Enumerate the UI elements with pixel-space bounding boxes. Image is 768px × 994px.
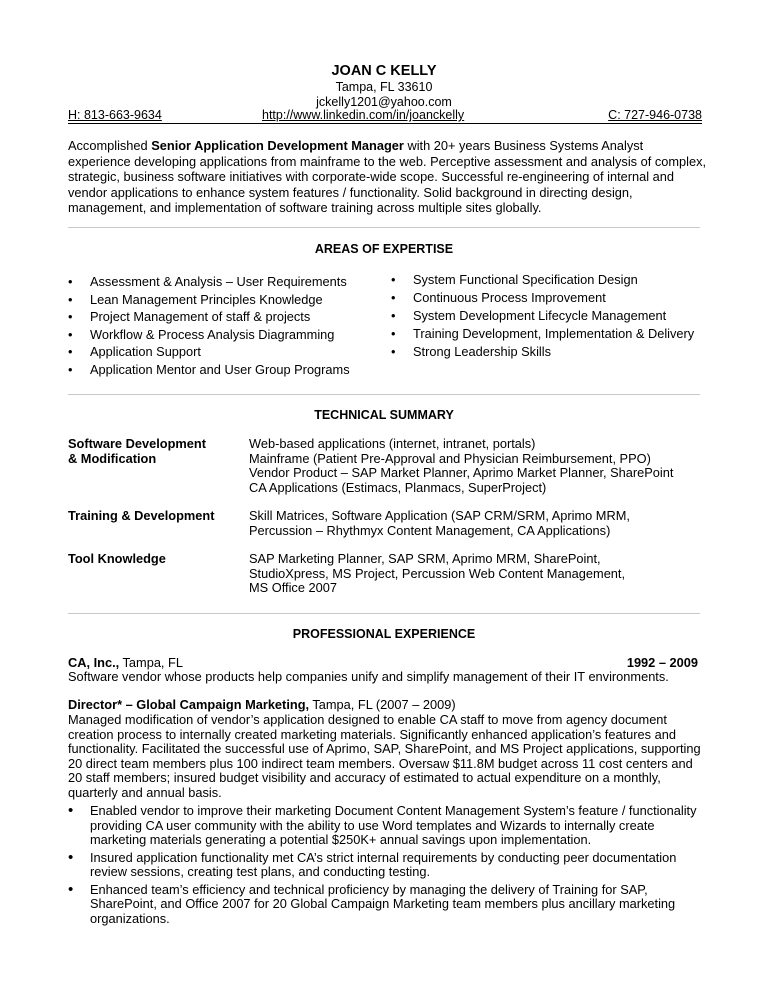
section-divider [68, 613, 700, 614]
candidate-email: jckelly1201@yahoo.com [316, 95, 452, 109]
section-divider [68, 394, 700, 395]
cell-phone: C: 727-946-0738 [608, 108, 702, 122]
list-item: • Enhanced team’s efficiency and technical proficiency by managing the delivery of Training for SAP, SharePoint, and Office 2007 for 20 Global Campaign Marketing team members plus ancillary marketing organizations. [68, 883, 700, 927]
list-item: • System Functional Specification Design [391, 271, 694, 289]
candidate-name: JOAN C KELLY [331, 63, 437, 79]
software-dev-label-line: Software Development [68, 436, 206, 451]
detail-line: StudioXpress, MS Project, Percussion Web Content Management, [249, 565, 626, 581]
detail-line: Web-based applications (internet, intranet, portals) [249, 436, 536, 451]
software-dev-details [249, 437, 709, 495]
detail-line: Vendor Product – SAP Market Planner, Aprimo Market Planner, SharePoint [249, 465, 674, 480]
expertise-right-list [391, 271, 694, 361]
contact-row [68, 108, 702, 124]
role-line [68, 698, 708, 713]
company-description: Software vendor whose products help companies unify and simplify management of their IT environments. [68, 669, 669, 684]
detail-line: Mainframe (Patient Pre-Approval and Physician Reimbursement, PPO) [249, 450, 651, 466]
section-divider [68, 227, 700, 228]
achievement-list [68, 804, 700, 929]
summary-prefix: Accomplished [68, 138, 152, 153]
training-details [249, 509, 709, 538]
detail-line: MS Office 2007 [249, 580, 337, 595]
list-item: • Continuous Process Improvement [391, 289, 694, 307]
list-item: • Workflow & Process Analysis Diagramming [68, 326, 350, 344]
tool-label: Tool Knowledge [68, 551, 166, 566]
list-item: • Training Development, Implementation & Delivery [391, 325, 694, 343]
detail-line: Percussion – Rhythmyx Content Management, CA Applications) [249, 522, 611, 538]
list-item: • Enabled vendor to improve their marketing Document Content Management System’s feature / functionality providing CA user community with the ability to use Word templates and Wizards to internally create marketing materials generating a potential $250K+ annual savings upon implementation. [68, 804, 700, 848]
summary-text: with 20+ years Business Systems Analyst experience developing applications from mainframe to the web. Perceptive assessment and analysis of complex, strategic, business software initiatives with corporate-wide scope. Successful re-engineering of internal and vendor applications to enhance system features / functionality. Solid background in directing design, management, and implementation of software training across multiple sites globally. [68, 138, 707, 215]
professional-summary [68, 138, 708, 216]
detail-line: SAP Marketing Planner, SAP SRM, Aprimo MRM, SharePoint, [249, 551, 601, 566]
expertise-left-list [68, 273, 350, 378]
software-dev-label [68, 437, 248, 466]
list-item: • System Development Lifecycle Management [391, 307, 694, 325]
role-title: Director* – Global Campaign Marketing, [68, 697, 310, 712]
company-dates: 1992 – 2009 [626, 655, 698, 670]
list-item: • Project Management of staff & projects [68, 308, 350, 326]
detail-line: Skill Matrices, Software Application (SAP CRM/SRM, Aprimo MRM, [249, 508, 630, 523]
linkedin-link[interactable]: http://www.linkedin.com/in/joanckelly [262, 108, 465, 122]
detail-line: CA Applications (Estimacs, Planmacs, SuperProject) [249, 479, 547, 495]
list-item: • Strong Leadership Skills [391, 343, 694, 361]
training-label: Training & Development [68, 508, 215, 523]
company-location: Tampa, FL [119, 655, 183, 670]
software-dev-label-line: & Modification [68, 450, 157, 466]
tool-details [249, 552, 709, 596]
summary-title: Senior Application Development Manager [151, 138, 404, 153]
list-item: • Application Mentor and User Group Programs [68, 361, 350, 379]
technical-title: TECHNICAL SUMMARY [314, 408, 454, 422]
role-description: Managed modification of vendor’s application designed to enable CA staff to move from agency document creation process to internally created marketing materials. Significantly enhanced application’s features and functionality. Facilitated the successful use of Aprimo, SAP, SharePoint, and MS Project applications, supporting 20 direct team members plus 100 indirect team members. Oversaw $11.8M budget across 11 cost centers and 20 staff members; insured budget visibility and accuracy of estimated to actual expenditure on a monthly, quarterly and annual basis. [68, 712, 701, 800]
role-location-dates: Tampa, FL (2007 – 2009) [309, 697, 456, 712]
list-item: • Insured application functionality met CA’s strict internal requirements by conducting peer documentation review sessions, creating test plans, and conducting testing. [68, 851, 700, 880]
experience-title: PROFESSIONAL EXPERIENCE [292, 627, 476, 641]
expertise-title: AREAS OF EXPERTISE [314, 242, 454, 256]
list-item: • Assessment & Analysis – User Requirements [68, 273, 350, 291]
list-item: • Lean Management Principles Knowledge [68, 291, 350, 309]
list-item: • Application Support [68, 343, 350, 361]
home-phone: H: 813-663-9634 [68, 108, 162, 122]
company-name: CA, Inc., [68, 655, 120, 670]
candidate-city: Tampa, FL 33610 [335, 80, 433, 94]
